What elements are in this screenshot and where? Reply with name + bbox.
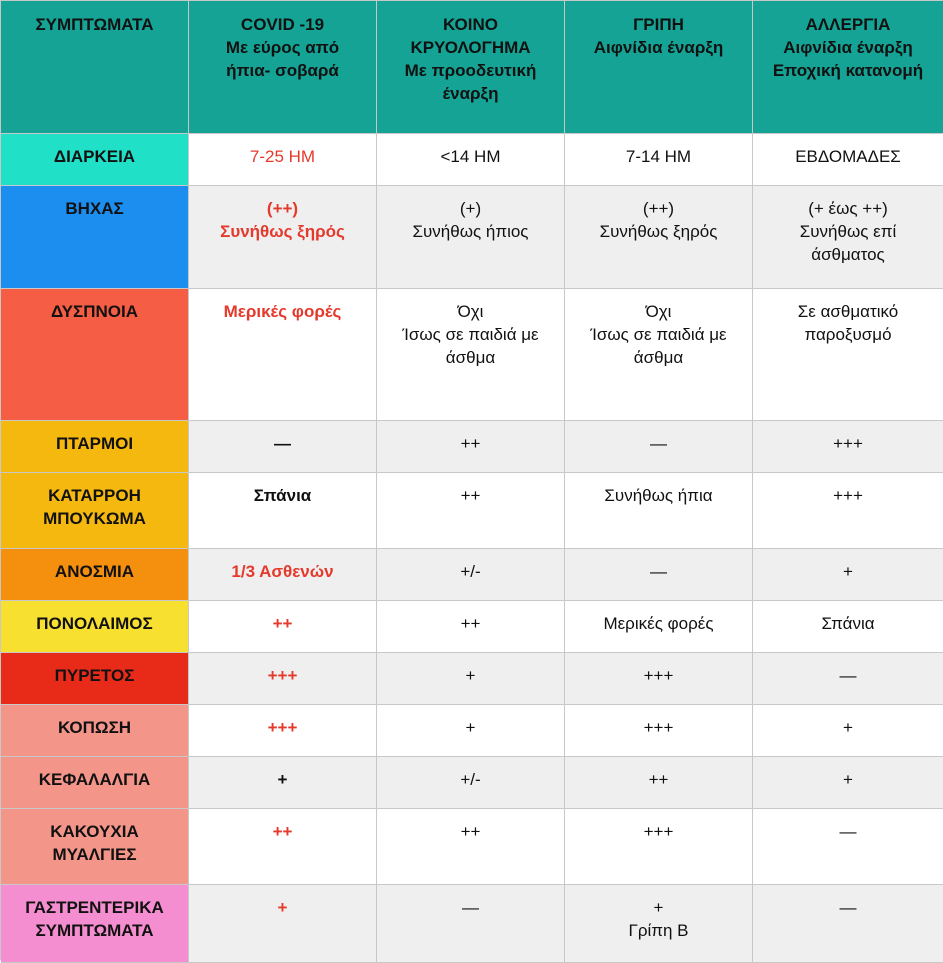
covid-cell: +++ [189,653,377,705]
covid-cell: — [189,421,377,473]
cold-cell: <14 HM [377,134,565,186]
covid-cell: 1/3 Ασθενών [189,549,377,601]
allergy-cell: +++ [753,473,943,549]
symptom-label: ΓΑΣΤΡΕΝΤΕΡΙΚΑ ΣΥΜΠΤΩΜΑΤΑ [1,885,189,963]
cold-cell: Όχι Ίσως σε παιδιά με άσθμα [377,289,565,421]
symptom-label: ΑΝΟΣΜΙΑ [1,549,189,601]
symptom-label: ΔΥΣΠΝΟΙΑ [1,289,189,421]
allergy-cell: — [753,809,943,885]
flu-cell: ++ [565,757,753,809]
cold-cell: (+) Συνήθως ήπιος [377,186,565,289]
covid-cell: ++ [189,809,377,885]
covid-cell: Σπάνια [189,473,377,549]
covid-cell: +++ [189,705,377,757]
allergy-cell: +++ [753,421,943,473]
flu-cell: — [565,549,753,601]
flu-cell: 7-14 HM [565,134,753,186]
symptom-label: ΠΥΡΕΤΟΣ [1,653,189,705]
cold-cell: +/- [377,757,565,809]
symptom-label: ΚΟΠΩΣΗ [1,705,189,757]
cold-cell: ++ [377,601,565,653]
covid-cell: + [189,757,377,809]
cold-cell: ++ [377,473,565,549]
header-symptoms: ΣΥΜΠΤΩΜΑΤΑ [1,1,189,134]
flu-cell: + Γρίπη Β [565,885,753,963]
flu-cell: +++ [565,809,753,885]
flu-cell: Όχι Ίσως σε παιδιά με άσθμα [565,289,753,421]
allergy-cell: Σπάνια [753,601,943,653]
allergy-cell: — [753,653,943,705]
symptom-label: ΚΑΤΑΡΡΟΗ ΜΠΟΥΚΩΜΑ [1,473,189,549]
allergy-cell: Σε ασθματικό παροξυσμό [753,289,943,421]
cold-cell: ++ [377,421,565,473]
flu-cell: Μερικές φορές [565,601,753,653]
flu-cell: Συνήθως ήπια [565,473,753,549]
allergy-cell: + [753,705,943,757]
cold-cell: — [377,885,565,963]
flu-cell: +++ [565,653,753,705]
cold-cell: + [377,653,565,705]
allergy-cell: (+ έως ++) Συνήθως επί άσθματος [753,186,943,289]
allergy-cell: ΕΒΔΟΜΑΔΕΣ [753,134,943,186]
header-covid19: COVID -19 Με εύρος από ήπια- σοβαρά [189,1,377,134]
header-common-cold: ΚΟΙΝΟ ΚΡΥΟΛΟΓΗΜΑ Με προοδευτική έναρξη [377,1,565,134]
header-flu: ΓΡΙΠΗ Αιφνίδια έναρξη [565,1,753,134]
covid-cell: Μερικές φορές [189,289,377,421]
covid-cell: + [189,885,377,963]
flu-cell: (++) Συνήθως ξηρός [565,186,753,289]
flu-cell: +++ [565,705,753,757]
allergy-cell: + [753,549,943,601]
header-allergy: ΑΛΛΕΡΓΙΑ Αιφνίδια έναρξη Εποχική κατανομή [753,1,943,134]
allergy-cell: — [753,885,943,963]
covid-cell: 7-25 HM [189,134,377,186]
allergy-cell: + [753,757,943,809]
symptom-label: ΒΗΧΑΣ [1,186,189,289]
covid-cell: (++) Συνήθως ξηρός [189,186,377,289]
cold-cell: ++ [377,809,565,885]
symptom-label: ΚΑΚΟΥΧΙΑ ΜΥΑΛΓΙΕΣ [1,809,189,885]
flu-cell: — [565,421,753,473]
symptom-label: ΠΟΝΟΛΑΙΜΟΣ [1,601,189,653]
covid-cell: ++ [189,601,377,653]
symptom-label: ΠΤΑΡΜΟΙ [1,421,189,473]
symptom-label: ΚΕΦΑΛΑΛΓΙΑ [1,757,189,809]
cold-cell: +/- [377,549,565,601]
symptom-label: ΔΙΑΡΚΕΙΑ [1,134,189,186]
cold-cell: + [377,705,565,757]
